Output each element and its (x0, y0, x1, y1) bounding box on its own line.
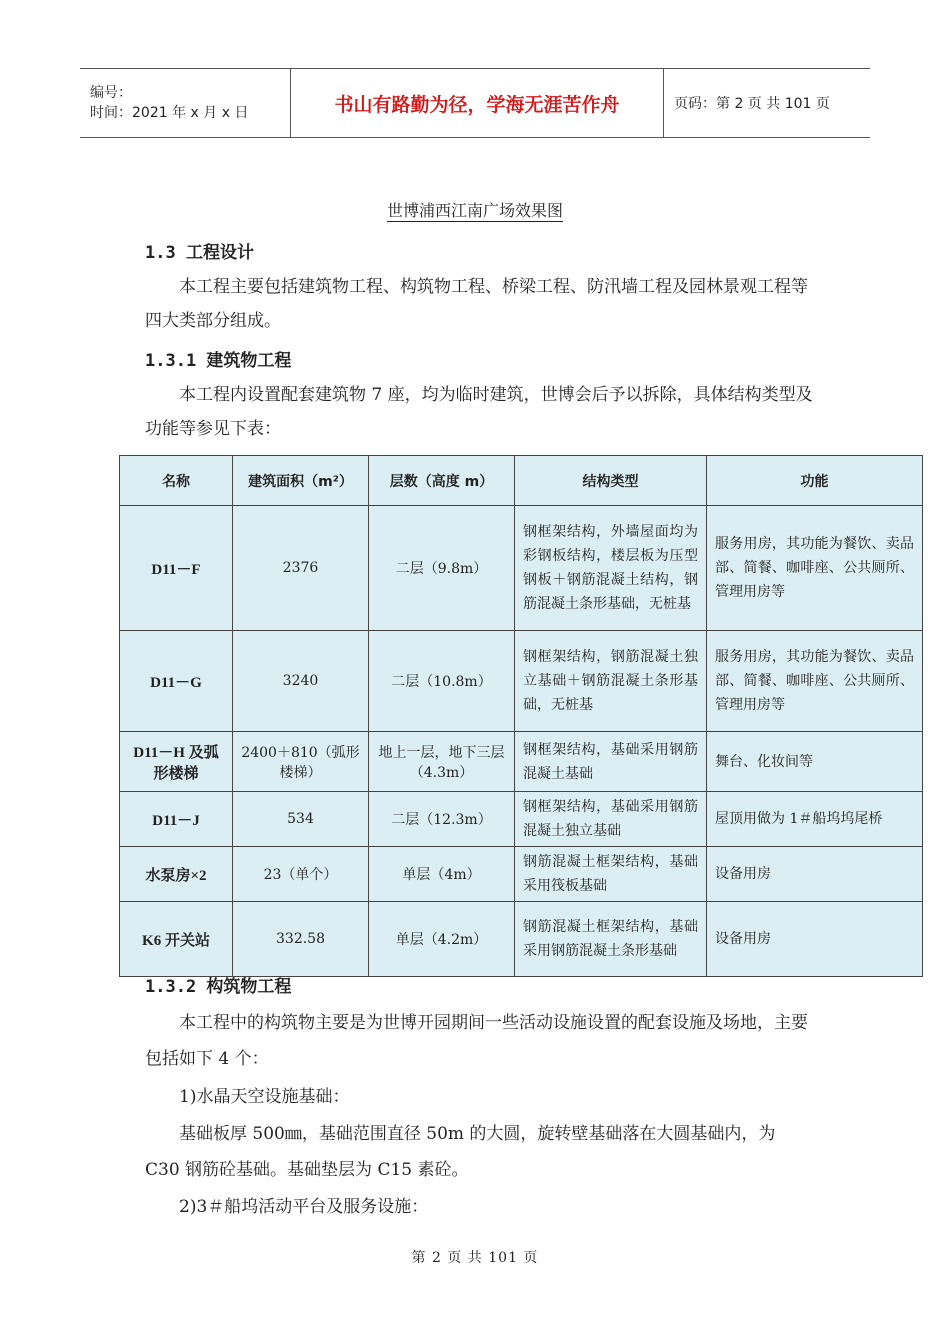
cell-floors: 二层（10.8m） (369, 631, 515, 732)
cell-function: 屋顶用做为 1＃船坞坞尾桥 (707, 792, 923, 847)
cell-structure: 钢筋混凝土框架结构，基础采用钢筋混凝土条形基础 (515, 902, 707, 977)
building-spec-table (119, 455, 923, 977)
cell-name: D11－F (120, 506, 233, 631)
cell-area: 332.58 (233, 902, 369, 977)
cell-structure: 钢框架结构，外墙屋面均为彩钢板结构，楼层板为压型钢板＋钢筋混凝土结构，钢筋混凝土条形基础，无桩基 (515, 506, 707, 631)
motto-text: 书山有路勤为径，学海无涯苦作舟 (334, 93, 620, 116)
cell-name: D11－J (120, 792, 233, 847)
cell-function: 设备用房 (707, 847, 923, 902)
figure-caption: 世博浦西江南广场效果图 (386, 201, 563, 220)
table-row (120, 847, 923, 902)
table-row (120, 732, 923, 792)
list-item-title: 2)3＃船坞活动平台及服务设施： (179, 1197, 429, 1217)
col-header-floors: 层数（高度 m） (369, 456, 515, 506)
cell-structure: 钢框架结构，基础采用钢筋混凝土独立基础 (515, 792, 707, 847)
cell-floors: 地上一层，地下三层（4.3m） (369, 732, 515, 792)
header-meta (80, 69, 291, 137)
page-number-text: 页码：第 2 页 共 101 页 (674, 96, 830, 112)
cell-floors: 单层（4m） (369, 847, 515, 902)
cell-area: 23（单个） (233, 847, 369, 902)
document-number-label: 编号： (90, 85, 132, 101)
cell-area: 2376 (233, 506, 369, 631)
cell-structure: 钢筋混凝土框架结构，基础采用筏板基础 (515, 847, 707, 902)
list-item-title: 1)水晶天空设施基础： (179, 1087, 350, 1107)
col-header-function: 功能 (707, 456, 923, 506)
list-item-body: 基础板厚 500㎜，基础范围直径 50m 的大圆，旋转壁基础落在大圆基础内，为 C30 钢筋砼基础。基础垫层为 C15 素砼。 (145, 1124, 776, 1180)
cell-function: 服务用房，其功能为餐饮、卖品部、简餐、咖啡座、公共厕所、管理用房等 (707, 506, 923, 631)
cell-structure: 钢框架结构，钢筋混凝土独立基础＋钢筋混凝土条形基础，无桩基 (515, 631, 707, 732)
cell-name: D11－H 及弧形楼梯 (120, 732, 233, 792)
cell-area: 534 (233, 792, 369, 847)
header-page-info (664, 69, 870, 137)
header-motto (291, 69, 664, 137)
cell-name: 水泵房×2 (120, 847, 233, 902)
cell-name: D11－G (120, 631, 233, 732)
cell-function: 服务用房，其功能为餐饮、卖品部、简餐、咖啡座、公共厕所、管理用房等 (707, 631, 923, 732)
col-header-name: 名称 (120, 456, 233, 506)
cell-name: K6 开关站 (120, 902, 233, 977)
table-row (120, 506, 923, 631)
cell-floors: 二层（12.3m） (369, 792, 515, 847)
table-row (120, 631, 923, 732)
table-row (120, 792, 923, 847)
cell-floors: 二层（9.8m） (369, 506, 515, 631)
section-body-1-3-2: 本工程中的构筑物主要是为世博开园期间一些活动设施设置的配套设施及场地，主要包括如下 4 个： (145, 1013, 808, 1069)
cell-floors: 单层（4.2m） (369, 902, 515, 977)
page-header (80, 68, 870, 138)
cell-function: 设备用房 (707, 902, 923, 977)
page-footer: 第 2 页 共 101 页 (411, 1250, 539, 1266)
cell-area: 3240 (233, 631, 369, 732)
col-header-area: 建筑面积（m²） (233, 456, 369, 506)
section-body-1-3: 本工程主要包括建筑物工程、构筑物工程、桥梁工程、防汛墙工程及园林景观工程等四大类部分组成。 (145, 277, 808, 331)
col-header-structure: 结构类型 (515, 456, 707, 506)
table-header-row (120, 456, 923, 506)
section-heading-1-3-1: 1.3.1 建筑物工程 (145, 351, 292, 371)
cell-area: 2400＋810（弧形楼梯） (233, 732, 369, 792)
section-heading-1-3: 1.3 工程设计 (145, 243, 254, 263)
document-date: 时间：2021 年 x 月 x 日 (90, 105, 249, 121)
cell-function: 舞台、化妆间等 (707, 732, 923, 792)
section-heading-1-3-2: 1.3.2 构筑物工程 (145, 977, 292, 997)
cell-structure: 钢框架结构，基础采用钢筋混凝土基础 (515, 732, 707, 792)
table-row (120, 902, 923, 977)
section-body-1-3-1: 本工程内设置配套建筑物 7 座，均为临时建筑，世博会后予以拆除，具体结构类型及功能等参见下表： (145, 385, 813, 439)
